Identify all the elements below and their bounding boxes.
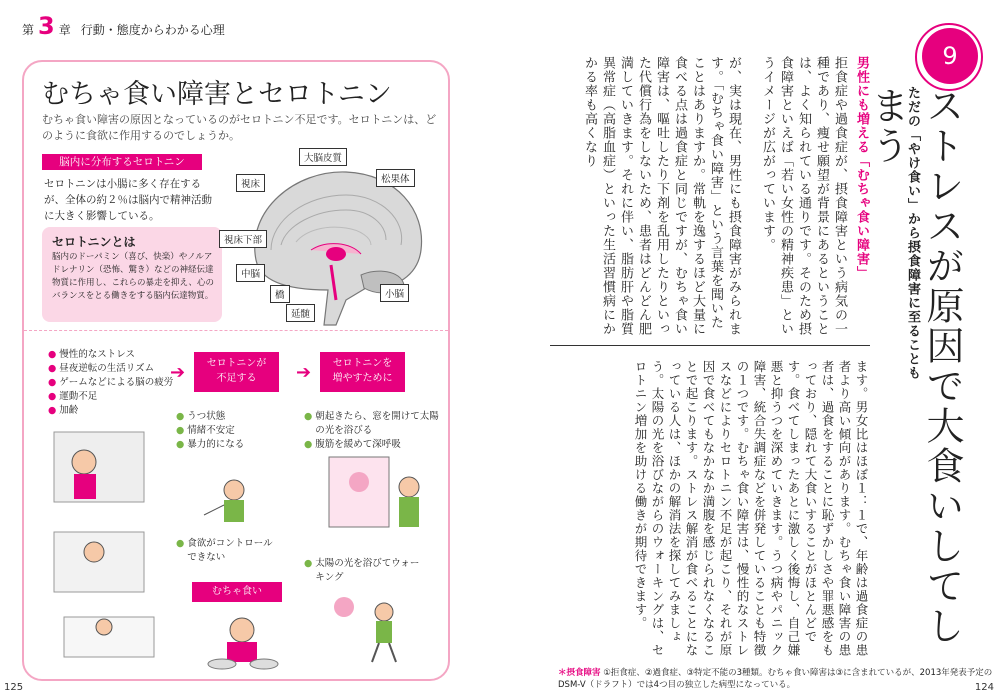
box-title: むちゃ食い障害とセロトニン [42, 79, 392, 110]
label-cerebellum: 小脳 [380, 284, 409, 302]
binge-eating-box: むちゃ食い [192, 582, 282, 602]
stressed-person-illustration [44, 422, 164, 662]
definition-heading: セロトニンとは [52, 235, 136, 249]
label-hypothalamus: 視床下部 [219, 230, 267, 248]
chapter-title: 行動・態度からわかる心理 [80, 23, 225, 37]
article-title: ストレスが原因で大食いしてしまう [865, 86, 964, 646]
angry-person-illustration [184, 470, 294, 530]
page-number-left: 125 [4, 682, 24, 693]
distribution-text: セロトニンは小腸に多く存在するが、全体の約２％は脳内で精神活動に大きく影響している。 [44, 178, 212, 222]
box-intro: むちゃ食い障害の原因となっているのがセロトニン不足です。セロトニンは、どのように食欲に作用するのでしょうか。 [42, 113, 437, 142]
section-heading: 男性にも増える「むちゃ食い障害」 [854, 56, 869, 280]
walking-person-illustration [324, 592, 434, 672]
walking-tip: ● 太陽の光を浴びてウォーキング [304, 558, 420, 583]
increase-tips-list: ● 朝起きたら、窓を開けて太陽の光を浴びる ● 腹筋を緩めて深呼吸 [304, 411, 439, 450]
article-text-block-2: が、実は現在、男性にも摂食障害がみられます。「むちゃ食い障害」という言葉を聞いたことはありますか。常軌を逸するほど大量に食べる点は過食症と同じですが、むちゃ食い障害は、嘔吐したり下剤を乱用したりといった代償行為をしないため、患者はどんどん肥満していきます。それに伴い、脂肪肝や脂質異常症（高脂血症）といった生活習慣病にかかる率も高くなり [582, 56, 741, 336]
label-medulla: 延髄 [286, 304, 315, 322]
definition-box [42, 227, 222, 322]
article-number: 9 [922, 28, 978, 84]
label-pons: 橋 [270, 285, 290, 303]
column-divider [550, 345, 870, 346]
appetite-note: ● 食欲がコントロール できない [176, 538, 273, 563]
increase-serotonin-box: セロトニンを 増やすために [320, 352, 405, 392]
article-subtitle: ただの「やけ食い」から摂食障害に至ることも [905, 86, 920, 380]
serotonin-box [22, 60, 450, 681]
page-number-right: 124 [974, 682, 994, 693]
window-sunlight-illustration [324, 452, 439, 542]
label-midbrain: 中脳 [236, 264, 265, 282]
label-thalamus: 視床 [236, 174, 265, 192]
chapter-number: 3 [38, 12, 55, 40]
footnote: ＊摂食障害 ①拒食症、②過食症、③特定不能の3種類。むちゃ食い障害は③に含まれているが、2013年発表予定のDSM-V（ドラフト）では4つ目の独立した病型になっている。 [558, 668, 993, 690]
distribution-bar: 脳内に分布するセロトニン [42, 154, 202, 170]
arrow-right-icon-2: ➔ [296, 362, 312, 383]
section-divider [24, 330, 448, 331]
serotonin-lack-box: セロトニンが 不足する [194, 352, 279, 392]
article-column-1 [852, 56, 870, 336]
article-text-block-1: 拒食症や過食症が、摂食障害という病気の一種であり、痩せ願望が背景にあるということは、よく知られている通りです。そのため摂食障害といえば「若い女性の精神疾患」というイメージが広がっています。 [760, 56, 847, 336]
right-page [500, 0, 1000, 700]
chapter-header: 第 3 章 行動・態度からわかる心理 [22, 12, 225, 40]
arrow-right-icon: ➔ [170, 362, 186, 383]
definition-body: 脳内のドーパミン（喜び、快楽）やノルアドレナリン（恐怖、驚き）などの神経伝達物質に作用し、これらの暴走を抑え、心のバランスをとる働きをする脳内伝達物質。 [52, 252, 215, 301]
label-cerebral-cortex: 大脳皮質 [299, 148, 347, 166]
eating-person-illustration [192, 612, 292, 672]
article-text-block-3: ます。男女比はほぼ１：１で、年齢は過食症の患者より高い傾向があります。むちゃ食い障害の患者は、過食をすることに恥ずかしさや罪悪感をもっており、隠れて大食いすることがほとんどです。食べてしまったあとに激しく後悔し、自己嫌悪と抑うつを深めていきます。うつ病やパニック障害、統合失調症などを併発していることも特徴の１つです。むちゃ食い障害は、慢性的なストレスなどによりセロトニン不足が起こり、それが原因で食べてもなかなか満腹を感じられなくなることで起こります。ストレス解消が食べることになっている人は、ほかの解消法を探してみましょう。太陽の光を浴びながらのウォーキングは、セロトニン増加を助ける働きが期待できます。 [633, 360, 869, 657]
lack-effects-list: ● うつ状態 ● 情緒不安定 ● 暴力的になる [176, 411, 245, 450]
label-pineal: 松果体 [376, 169, 415, 187]
causes-list: ● 慢性的なストレス ● 昼夜逆転の生活リズム ● ゲームなどによる脳の疲労 ● 運動不足 ● 加齢 [48, 349, 174, 416]
